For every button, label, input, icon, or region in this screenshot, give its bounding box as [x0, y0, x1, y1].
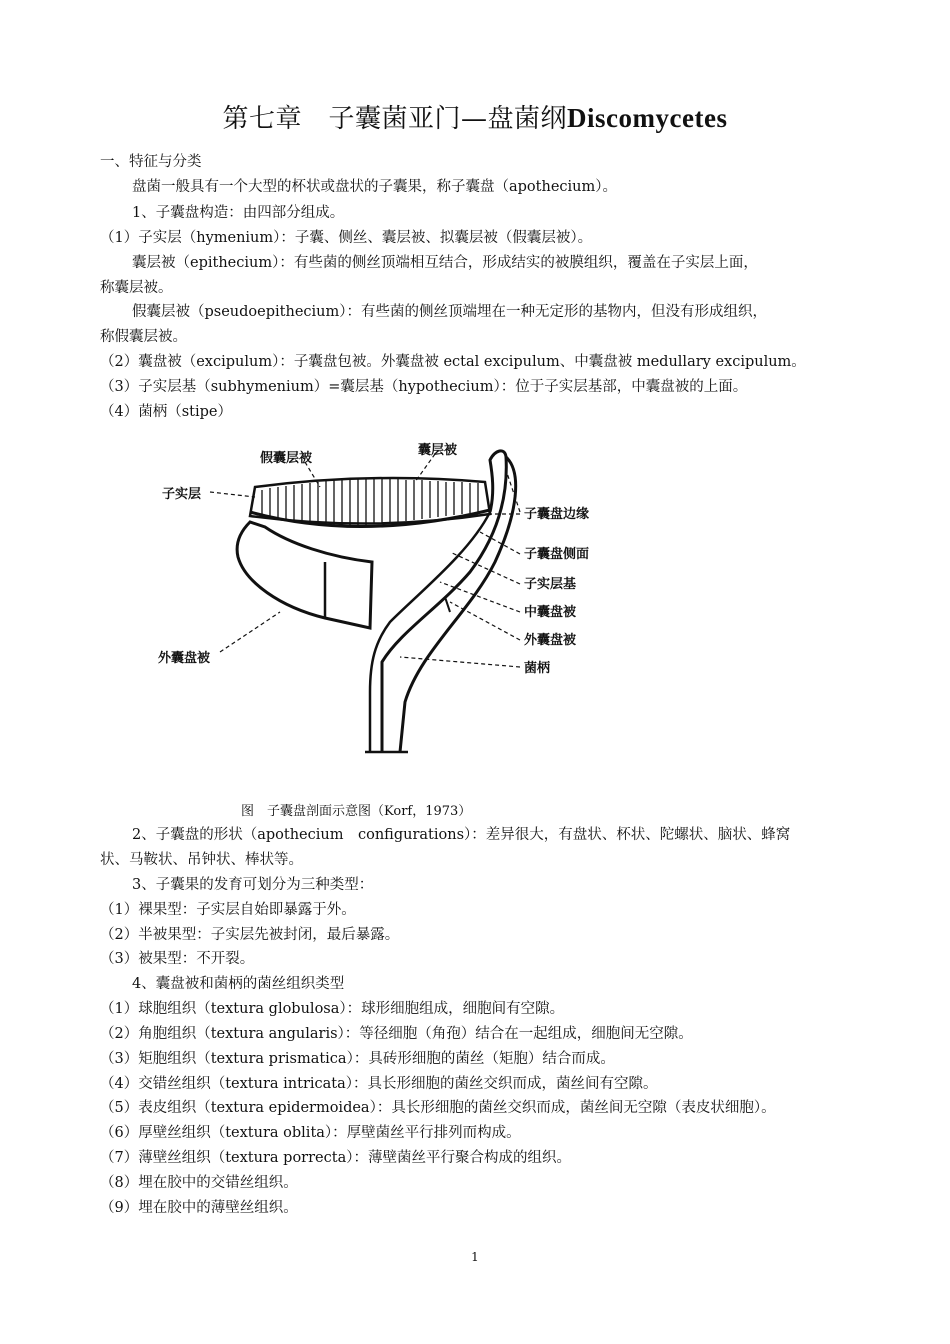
label-margin: 子囊盘边缘 — [524, 507, 590, 522]
paragraph-line: 称假囊层被。 — [100, 329, 187, 345]
paragraph-line: 假囊层被（pseudoepithecium）：有些菌的侧丝顶端埋在一种无定形的基物内，但没有形成组织， — [132, 304, 767, 320]
paragraph-line: 称囊层被。 — [100, 280, 173, 296]
paragraph-line: 2、子囊盘的形状（apothecium configurations）：差异很大，有盘状、杯状、陀螺状、脑状、蜂窝 — [132, 827, 791, 843]
paragraph-line: （3）子实层基（subhymenium）=囊层基（hypothecium）：位于子实层基部，中囊盘被的上面。 — [100, 379, 748, 395]
paragraph-line: （1）裸果型：子实层自始即暴露于外。 — [100, 902, 356, 918]
paragraph-line: （2）半被果型：子实层先被封闭，最后暴露。 — [100, 927, 400, 943]
paragraph-line: 囊层被（epithecium）：有些菌的侧丝顶端相互结合，形成结实的被膜组织，覆盖在子实层上面， — [132, 255, 758, 271]
paragraph-line: 1、子囊盘构造：由四部分组成。 — [132, 205, 345, 221]
label-pseudoepithecium: 假囊层被 — [260, 451, 313, 466]
stipe-left-edge — [370, 512, 490, 752]
page-number: 1 — [471, 1250, 479, 1264]
paragraph-line: （7）薄壁丝组织（textura porrecta）：薄壁菌丝平行聚合构成的组织。 — [100, 1150, 571, 1166]
apothecium-diagram — [150, 432, 620, 792]
paragraph-line: （4）交错丝组织（textura intricata）：具长形细胞的菌丝交织而成，菌丝间有空隙。 — [100, 1076, 658, 1092]
left-cup-outline — [237, 522, 372, 628]
label-flank: 子囊盘侧面 — [524, 547, 590, 562]
label-medullary-excipulum: 中囊盘被 — [524, 605, 577, 620]
apothecium-diagram-svg — [150, 432, 620, 792]
paragraph-line: （3）被果型：不开裂。 — [100, 951, 255, 967]
tissue-marker — [445, 597, 450, 612]
chapter-title — [0, 98, 950, 135]
paragraph-line: 盘菌一般具有一个大型的杯状或盘状的子囊果，称子囊盘（apothecium）。 — [132, 179, 617, 195]
paragraph-line: 4、囊盘被和菌柄的菌丝组织类型 — [132, 976, 345, 992]
label-stipe: 菌柄 — [524, 661, 551, 676]
paragraph-line: （9）埋在胶中的薄壁丝组织。 — [100, 1200, 298, 1216]
chapter-title-cn: 第七章 子囊菌亚门—盘菌纲 — [222, 104, 568, 134]
paragraph-line: （3）矩胞组织（textura prismatica）：具砖形细胞的菌丝（矩胞）结合而成。 — [100, 1051, 615, 1067]
paragraph-line: （5）表皮组织（textura epidermoidea）：具长形细胞的菌丝交织而成，菌丝间无空隙（表皮状细胞）。 — [100, 1100, 776, 1116]
paragraph-line: （6）厚壁丝组织（textura oblita）：厚壁菌丝平行排列而构成。 — [100, 1125, 521, 1141]
label-ectal-excipulum-right: 外囊盘被 — [524, 633, 577, 648]
paragraph-line: （8）埋在胶中的交错丝组织。 — [100, 1175, 298, 1191]
label-subhymenium: 子实层基 — [524, 577, 577, 592]
figure-caption: 图 子囊盘剖面示意图（Korf，1973） — [241, 804, 472, 819]
hymenium-band — [250, 478, 490, 525]
label-hymenium: 子实层 — [162, 487, 202, 502]
paragraph-line: （2）角胞组织（textura angularis）：等径细胞（角孢）结合在一起组成，细胞间无空隙。 — [100, 1026, 693, 1042]
paragraph-line: （4）菌柄（stipe） — [100, 404, 232, 420]
paragraph-line: 3、子囊果的发育可划分为三种类型： — [132, 877, 374, 893]
chapter-title-en: Discomycetes — [567, 103, 728, 133]
label-epithecium: 囊层被 — [418, 443, 458, 458]
paragraph-line: （1）子实层（hymenium）：子囊、侧丝、囊层被、拟囊层被（假囊层被）。 — [100, 230, 593, 246]
paragraph-line: （1）球胞组织（textura globulosa）：球形细胞组成，细胞间有空隙。 — [100, 1001, 565, 1017]
paragraph-line: 状、马鞍状、吊钟状、棒状等。 — [100, 852, 303, 868]
label-ectal-excipulum-left: 外囊盘被 — [158, 651, 211, 666]
paragraph-line: （2）囊盘被（excipulum）：子囊盘包被。外囊盘被 ectal excipulum、中囊盘被 medullary excipulum。 — [100, 354, 806, 370]
section-heading: 一、特征与分类 — [100, 154, 202, 170]
